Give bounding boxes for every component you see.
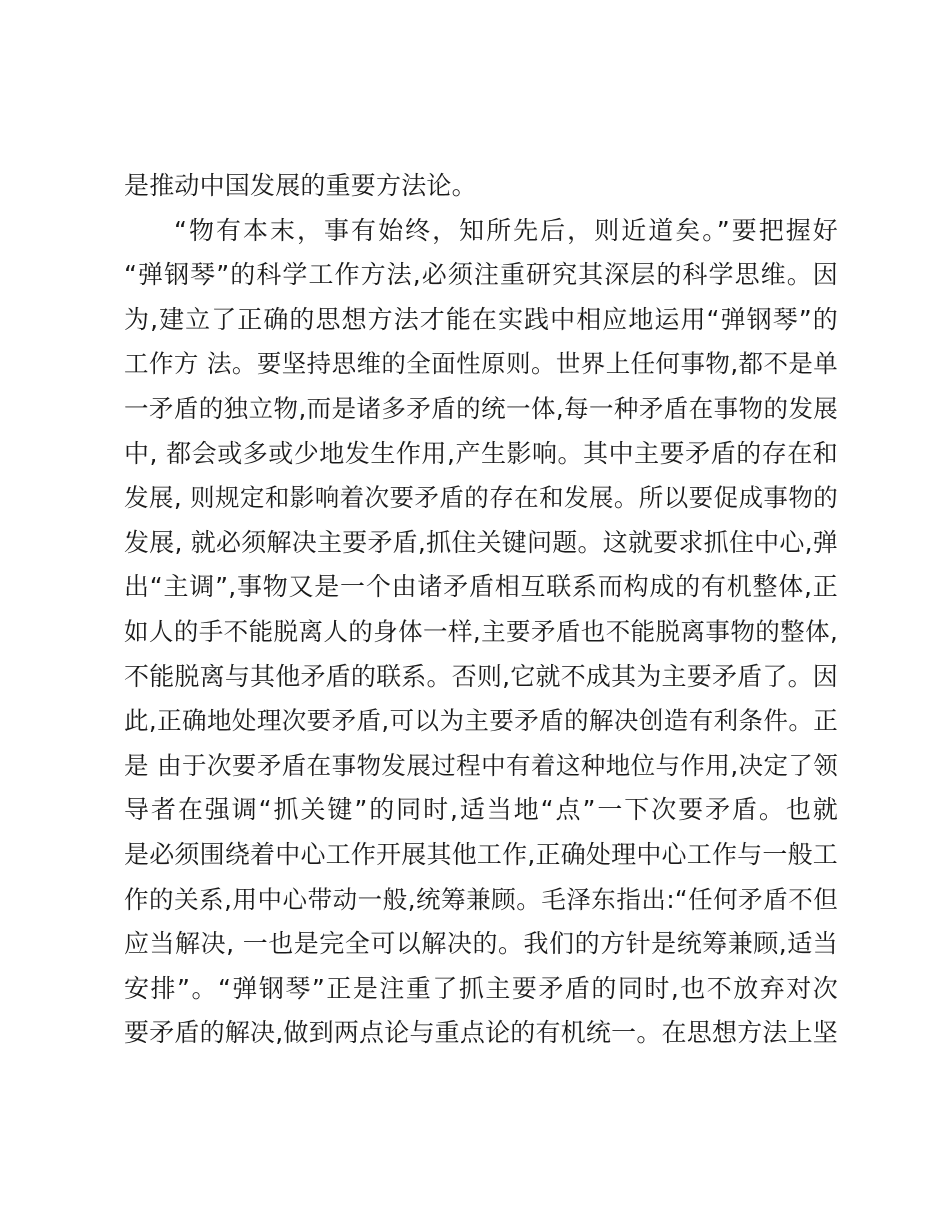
text-line: 是推动中国发展的重要方法论。	[124, 171, 477, 200]
text-line: 导者在强调“抓关键”的同时,适当地“点”一下次要矛盾。也就	[124, 795, 838, 825]
text-line: 不能脱离与其他矛盾的联系。否则,它就不成其为主要矛盾了。因	[124, 661, 838, 691]
text-line: 作的关系,用中心带动一般,统筹兼顾。毛泽东指出:“任何矛盾不但	[124, 884, 838, 914]
text-line: “弹钢琴”的科学工作方法,必须注重研究其深层的科学思维。因	[124, 260, 838, 290]
text-line: 要矛盾的解决,做到两点论与重点论的有机统一。在思想方法上坚	[124, 1018, 838, 1048]
text-line: 中, 都会或多或少地发生作用,产生影响。其中主要矛盾的存在和	[124, 438, 838, 468]
text-line: 工作方 法。要坚持思维的全面性原则。世界上任何事物,都不是单	[124, 349, 838, 379]
body-text	[124, 164, 838, 1056]
text-line: 安排”。“弹钢琴”正是注重了抓主要矛盾的同时,也不放弃对次	[124, 973, 838, 1003]
text-line: 是必须围绕着中心工作开展其他工作,正确处理中心工作与一般工	[124, 839, 838, 869]
text-line: 一矛盾的独立物,而是诸多矛盾的统一体,每一种矛盾在事物的发展	[124, 393, 838, 423]
text-line: 此,正确地处理次要矛盾,可以为主要矛盾的解决创造有利条件。正	[124, 706, 838, 736]
text-line: 发展, 就必须解决主要矛盾,抓住关键问题。这就要求抓住中心,弹	[124, 527, 838, 557]
text-line: 出“主调”,事物又是一个由诸矛盾相互联系而构成的有机整体,正	[124, 572, 838, 602]
text-line: 应当解决, 一也是完全可以解决的。我们的方针是统筹兼顾,适当	[124, 929, 838, 959]
text-line: 是 由于次要矛盾在事物发展过程中有着这种地位与作用,决定了领	[124, 750, 838, 780]
text-line: 发展, 则规定和影响着次要矛盾的存在和发展。所以要促成事物的	[124, 483, 838, 513]
text-line: 如人的手不能脱离人的身体一样,主要矛盾也不能脱离事物的整体,	[124, 616, 838, 646]
text-line: 为,建立了正确的思想方法才能在实践中相应地运用“弹钢琴”的	[124, 304, 838, 334]
text-line: “物有本末，事有始终，知所先后，则近道矣。”要把握好	[174, 215, 838, 245]
